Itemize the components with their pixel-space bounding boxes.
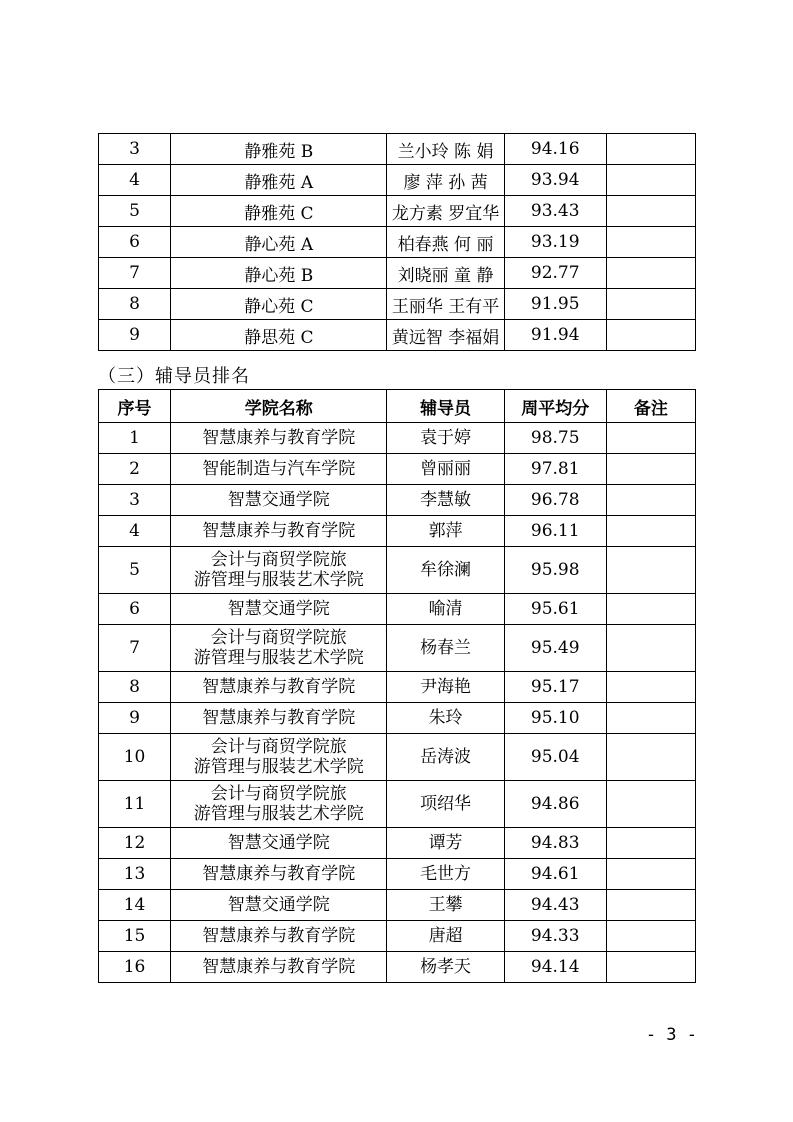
counselor-cell: 袁于婷 — [387, 423, 504, 454]
note-cell — [606, 134, 695, 165]
score-cell: 95.10 — [504, 703, 606, 734]
names-cell: 廖 萍 孙 茜 — [387, 165, 504, 196]
score-cell: 94.83 — [504, 828, 606, 859]
row-number-cell: 15 — [99, 921, 171, 952]
college-cell: 智能制造与汽车学院 — [171, 454, 387, 485]
score-cell: 94.61 — [504, 859, 606, 890]
score-cell: 95.17 — [504, 672, 606, 703]
note-cell — [606, 828, 695, 859]
note-cell — [606, 672, 695, 703]
note-cell — [606, 547, 695, 594]
table-row — [99, 547, 696, 594]
score-cell: 95.61 — [504, 594, 606, 625]
counselor-cell: 郭萍 — [387, 516, 504, 547]
row-number-cell: 4 — [99, 165, 171, 196]
row-number-cell: 7 — [99, 258, 171, 289]
table-row — [99, 781, 696, 828]
note-cell — [606, 165, 695, 196]
note-cell — [606, 423, 695, 454]
names-cell: 柏春燕 何 丽 — [387, 227, 504, 258]
counselor-cell: 岳涛波 — [387, 734, 504, 781]
counselor-cell: 朱玲 — [387, 703, 504, 734]
score-cell: 94.43 — [504, 890, 606, 921]
table-row — [99, 516, 696, 547]
row-number-cell: 10 — [99, 734, 171, 781]
note-cell — [606, 921, 695, 952]
row-number-cell: 3 — [99, 485, 171, 516]
names-cell: 王丽华 王有平 — [387, 289, 504, 320]
counselor-cell: 李慧敏 — [387, 485, 504, 516]
counselor-cell: 喻清 — [387, 594, 504, 625]
row-number-cell: 11 — [99, 781, 171, 828]
score-cell: 95.04 — [504, 734, 606, 781]
college-cell: 会计与商贸学院旅 游管理与服装艺术学院 — [171, 625, 387, 672]
table-row — [99, 921, 696, 952]
counselor-cell: 尹海艳 — [387, 672, 504, 703]
dorm-cell: 静心苑 A — [171, 227, 387, 258]
row-number-cell: 9 — [99, 320, 171, 351]
counselor-cell: 毛世方 — [387, 859, 504, 890]
table-row — [99, 890, 696, 921]
score-cell: 91.94 — [504, 320, 606, 351]
score-cell: 95.49 — [504, 625, 606, 672]
note-cell — [606, 320, 695, 351]
score-cell: 94.16 — [504, 134, 606, 165]
score-cell: 92.77 — [504, 258, 606, 289]
table-row — [99, 227, 696, 258]
row-number-cell: 14 — [99, 890, 171, 921]
counselor-cell: 唐超 — [387, 921, 504, 952]
row-number-cell: 8 — [99, 289, 171, 320]
names-cell: 兰小玲 陈 娟 — [387, 134, 504, 165]
row-number-cell: 3 — [99, 134, 171, 165]
table-row — [99, 734, 696, 781]
row-number-cell: 2 — [99, 454, 171, 485]
table-row — [99, 594, 696, 625]
note-cell — [606, 196, 695, 227]
table-row — [99, 672, 696, 703]
table-row — [99, 828, 696, 859]
score-cell: 93.43 — [504, 196, 606, 227]
table-row — [99, 454, 696, 485]
score-cell: 96.11 — [504, 516, 606, 547]
score-cell: 93.19 — [504, 227, 606, 258]
counselor-cell: 项绍华 — [387, 781, 504, 828]
college-cell: 会计与商贸学院旅 游管理与服装艺术学院 — [171, 547, 387, 594]
score-cell: 98.75 — [504, 423, 606, 454]
table-row — [99, 134, 696, 165]
note-cell — [606, 859, 695, 890]
header-note: 备注 — [606, 390, 695, 423]
college-cell: 智慧康养与教育学院 — [171, 952, 387, 983]
table-row — [99, 423, 696, 454]
note-cell — [606, 594, 695, 625]
header-college: 学院名称 — [171, 390, 387, 423]
names-cell: 龙方素 罗宜华 — [387, 196, 504, 227]
note-cell — [606, 289, 695, 320]
college-cell: 智慧交通学院 — [171, 890, 387, 921]
row-number-cell: 4 — [99, 516, 171, 547]
counselor-cell: 王攀 — [387, 890, 504, 921]
college-cell: 智慧康养与教育学院 — [171, 921, 387, 952]
dorm-cell: 静雅苑 C — [171, 196, 387, 227]
table-row — [99, 485, 696, 516]
dormitory-ranking-table — [98, 133, 696, 351]
table-row — [99, 320, 696, 351]
table-row — [99, 625, 696, 672]
note-cell — [606, 258, 695, 289]
college-cell: 智慧康养与教育学院 — [171, 516, 387, 547]
college-cell: 智慧交通学院 — [171, 594, 387, 625]
names-cell: 黄远智 李福娟 — [387, 320, 504, 351]
college-cell: 智慧康养与教育学院 — [171, 859, 387, 890]
score-cell: 94.86 — [504, 781, 606, 828]
table-row — [99, 196, 696, 227]
row-number-cell: 8 — [99, 672, 171, 703]
dorm-cell: 静心苑 C — [171, 289, 387, 320]
row-number-cell: 9 — [99, 703, 171, 734]
college-cell: 智慧交通学院 — [171, 485, 387, 516]
score-cell: 96.78 — [504, 485, 606, 516]
header-score: 周平均分 — [504, 390, 606, 423]
score-cell: 97.81 — [504, 454, 606, 485]
college-cell: 智慧康养与教育学院 — [171, 672, 387, 703]
row-number-cell: 6 — [99, 594, 171, 625]
table-row — [99, 859, 696, 890]
counselor-ranking-table — [98, 389, 696, 983]
counselor-ranking-body — [99, 423, 696, 983]
note-cell — [606, 227, 695, 258]
table-row — [99, 289, 696, 320]
row-number-cell: 6 — [99, 227, 171, 258]
row-number-cell: 7 — [99, 625, 171, 672]
counselor-cell: 杨孝天 — [387, 952, 504, 983]
note-cell — [606, 952, 695, 983]
header-no: 序号 — [99, 390, 171, 423]
college-cell: 智慧康养与教育学院 — [171, 703, 387, 734]
college-cell: 会计与商贸学院旅 游管理与服装艺术学院 — [171, 734, 387, 781]
college-cell: 智慧康养与教育学院 — [171, 423, 387, 454]
dorm-cell: 静雅苑 B — [171, 134, 387, 165]
note-cell — [606, 703, 695, 734]
row-number-cell: 5 — [99, 196, 171, 227]
note-cell — [606, 485, 695, 516]
row-number-cell: 16 — [99, 952, 171, 983]
dormitory-ranking-body — [99, 134, 696, 351]
row-number-cell: 5 — [99, 547, 171, 594]
counselor-cell: 牟徐澜 — [387, 547, 504, 594]
score-cell: 91.95 — [504, 289, 606, 320]
table-row — [99, 258, 696, 289]
college-cell: 智慧交通学院 — [171, 828, 387, 859]
row-number-cell: 1 — [99, 423, 171, 454]
dorm-cell: 静思苑 C — [171, 320, 387, 351]
table-row — [99, 165, 696, 196]
note-cell — [606, 734, 695, 781]
score-cell: 95.98 — [504, 547, 606, 594]
counselor-cell: 谭芳 — [387, 828, 504, 859]
section-heading: （三）辅导员排名 — [98, 366, 250, 387]
note-cell — [606, 625, 695, 672]
counselor-cell: 曾丽丽 — [387, 454, 504, 485]
header-counselor: 辅导员 — [387, 390, 504, 423]
table-row — [99, 952, 696, 983]
score-cell: 94.33 — [504, 921, 606, 952]
counselor-cell: 杨春兰 — [387, 625, 504, 672]
note-cell — [606, 890, 695, 921]
page-number: - 3 - — [645, 1025, 697, 1045]
note-cell — [606, 781, 695, 828]
note-cell — [606, 516, 695, 547]
table-header-row — [99, 390, 696, 423]
row-number-cell: 13 — [99, 859, 171, 890]
score-cell: 93.94 — [504, 165, 606, 196]
names-cell: 刘晓丽 童 静 — [387, 258, 504, 289]
note-cell — [606, 454, 695, 485]
table-row — [99, 703, 696, 734]
row-number-cell: 12 — [99, 828, 171, 859]
dorm-cell: 静雅苑 A — [171, 165, 387, 196]
score-cell: 94.14 — [504, 952, 606, 983]
college-cell: 会计与商贸学院旅 游管理与服装艺术学院 — [171, 781, 387, 828]
dorm-cell: 静心苑 B — [171, 258, 387, 289]
